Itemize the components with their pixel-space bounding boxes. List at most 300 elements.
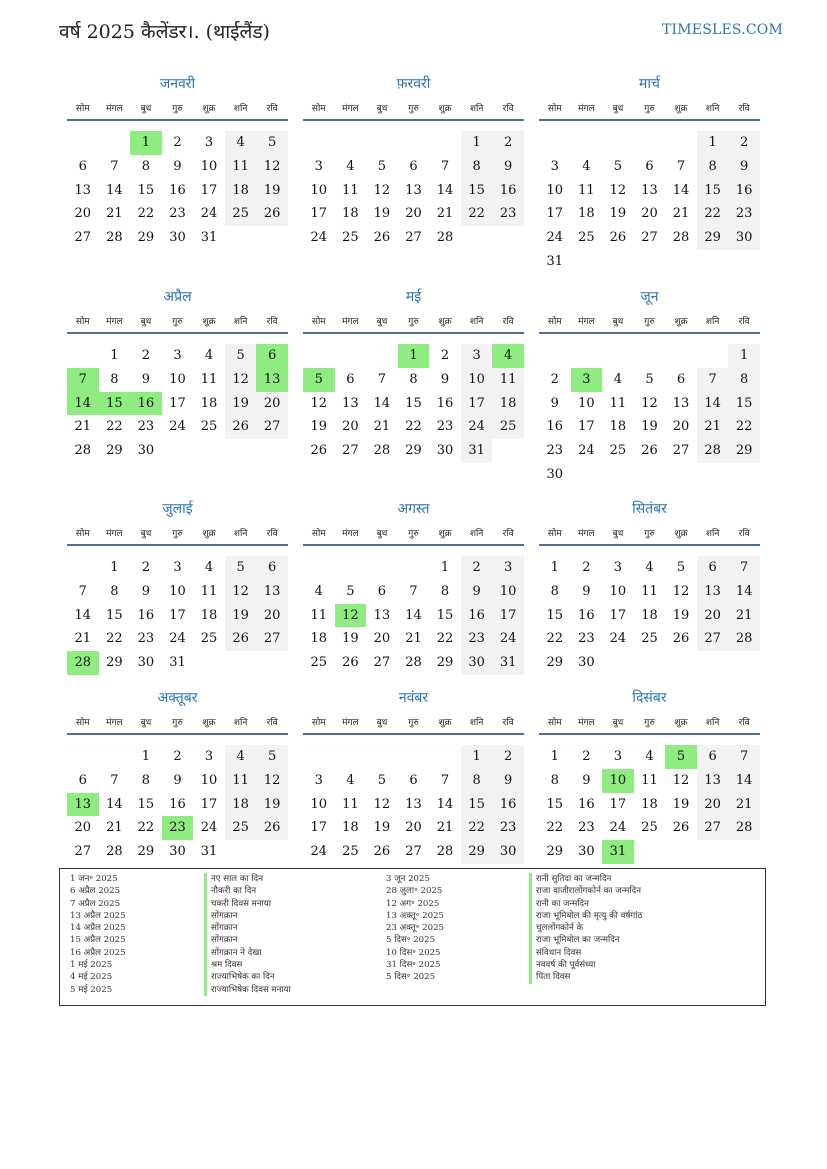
day-cell[interactable]: 18 (641, 796, 658, 812)
day-cell[interactable]: 1 (461, 131, 493, 155)
day-cell[interactable]: 18 (310, 631, 328, 647)
day-cell[interactable]: 28 (728, 627, 760, 651)
day-cell[interactable]: 19 (225, 604, 257, 628)
day-cell[interactable]: 18 (641, 607, 658, 623)
day-cell[interactable]: 8 (728, 368, 760, 392)
day-cell[interactable]: 16 (137, 607, 155, 623)
day-cell[interactable]: 24 (200, 206, 218, 222)
day-cell[interactable]: 30 (137, 655, 155, 671)
day-cell[interactable]: 4 (225, 131, 257, 155)
day-cell[interactable]: 4 (346, 772, 355, 788)
day-cell[interactable]: 24 (609, 820, 627, 836)
day-cell[interactable]: 13 (641, 182, 658, 198)
day-cell[interactable]: 30 (436, 443, 454, 459)
day-cell[interactable]: 23 (728, 202, 760, 226)
day-cell[interactable]: 8 (141, 158, 151, 174)
day-cell[interactable]: 10 (310, 796, 328, 812)
day-cell[interactable]: 10 (200, 772, 218, 788)
day-cell[interactable]: 21 (436, 206, 454, 222)
day-cell[interactable]: 17 (169, 395, 186, 411)
day-cell[interactable]: 18 (342, 206, 359, 222)
day-cell[interactable]: 10 (310, 182, 328, 198)
day-cell[interactable]: 6 (377, 583, 387, 599)
day-cell[interactable]: 29 (405, 443, 422, 459)
day-cell[interactable]: 8 (697, 155, 729, 179)
day-cell[interactable]: 16 (436, 395, 454, 411)
day-cell[interactable]: 2 (173, 749, 182, 764)
day-cell[interactable]: 15 (546, 796, 564, 812)
day-cell[interactable]: 13 (672, 395, 690, 411)
day-cell[interactable]: 13 (74, 182, 92, 198)
day-cell[interactable]: 27 (672, 443, 690, 459)
day-cell[interactable]: 1 (141, 749, 151, 764)
day-cell[interactable]: 18 (200, 395, 218, 411)
day-cell[interactable]: 5 (225, 344, 257, 368)
day-cell[interactable]: 23 (492, 202, 524, 226)
day-cell[interactable]: 9 (440, 371, 450, 387)
day-cell[interactable]: 19 (256, 793, 288, 817)
day-cell[interactable]: 11 (225, 769, 257, 793)
day-cell[interactable]: 12 (672, 772, 690, 788)
day-cell[interactable]: 16 (169, 796, 186, 812)
day-cell[interactable]: 8 (110, 583, 119, 599)
day-cell[interactable]: 10 (578, 395, 595, 411)
day-cell[interactable]: 31 (200, 844, 218, 860)
day-cell[interactable]: 6 (78, 158, 87, 174)
day-cell[interactable]: 11 (641, 583, 658, 599)
day-cell[interactable]: 8 (550, 583, 559, 599)
day-cell[interactable]: 21 (697, 415, 729, 439)
day-cell[interactable]: 28 (436, 230, 454, 246)
day-cell[interactable]: 3 (314, 772, 323, 788)
day-cell[interactable]: 15 (106, 607, 123, 623)
day-cell[interactable]: 17 (546, 206, 564, 222)
day-cell[interactable]: 2 (141, 560, 151, 575)
day-cell[interactable]: 7 (67, 368, 99, 392)
day-cell[interactable]: 26 (225, 415, 257, 439)
day-cell[interactable]: 1 (461, 745, 493, 769)
day-cell[interactable]: 1 (130, 131, 162, 155)
day-cell[interactable]: 12 (256, 155, 288, 179)
day-cell[interactable]: 17 (492, 604, 524, 628)
day-cell[interactable]: 21 (405, 631, 422, 647)
day-cell[interactable]: 16 (578, 796, 595, 812)
day-cell[interactable]: 25 (342, 230, 359, 246)
day-cell[interactable]: 6 (676, 371, 686, 387)
day-cell[interactable]: 28 (436, 844, 454, 860)
day-cell[interactable]: 24 (492, 627, 524, 651)
day-cell[interactable]: 27 (256, 415, 288, 439)
day-cell[interactable]: 14 (436, 182, 454, 198)
day-cell[interactable]: 24 (461, 415, 493, 439)
day-cell[interactable]: 26 (256, 816, 288, 840)
day-cell[interactable]: 4 (582, 158, 591, 174)
day-cell[interactable]: 25 (641, 631, 658, 647)
day-cell[interactable]: 30 (461, 651, 493, 675)
day-cell[interactable]: 21 (728, 793, 760, 817)
day-cell[interactable]: 2 (461, 556, 493, 580)
day-cell[interactable]: 16 (461, 604, 493, 628)
day-cell[interactable]: 12 (373, 796, 391, 812)
day-cell[interactable]: 30 (169, 230, 186, 246)
day-cell[interactable]: 20 (342, 419, 359, 435)
day-cell[interactable]: 5 (346, 583, 355, 599)
day-cell[interactable]: 17 (169, 607, 186, 623)
day-cell[interactable]: 22 (697, 202, 729, 226)
day-cell[interactable]: 25 (342, 844, 359, 860)
day-cell[interactable]: 8 (409, 371, 418, 387)
day-cell[interactable]: 3 (571, 368, 603, 392)
day-cell[interactable]: 30 (578, 844, 595, 860)
day-cell[interactable]: 25 (200, 631, 218, 647)
day-cell[interactable]: 22 (728, 415, 760, 439)
day-cell[interactable]: 2 (550, 371, 559, 387)
day-cell[interactable]: 19 (373, 206, 391, 222)
day-cell[interactable]: 24 (578, 443, 595, 459)
day-cell[interactable]: 12 (373, 182, 391, 198)
day-cell[interactable]: 28 (373, 443, 391, 459)
day-cell[interactable]: 7 (110, 772, 119, 788)
day-cell[interactable]: 18 (578, 206, 595, 222)
day-cell[interactable]: 25 (609, 443, 627, 459)
day-cell[interactable]: 26 (310, 443, 328, 459)
day-cell[interactable]: 12 (641, 395, 658, 411)
day-cell[interactable]: 15 (137, 182, 155, 198)
day-cell[interactable]: 5 (377, 158, 387, 174)
day-cell[interactable]: 14 (436, 796, 454, 812)
day-cell[interactable]: 2 (728, 131, 760, 155)
day-cell[interactable]: 23 (492, 816, 524, 840)
day-cell[interactable]: 29 (546, 655, 564, 671)
day-cell[interactable]: 22 (546, 820, 564, 836)
day-cell[interactable]: 6 (256, 344, 288, 368)
day-cell[interactable]: 29 (137, 844, 155, 860)
day-cell[interactable]: 9 (461, 580, 493, 604)
day-cell[interactable]: 15 (137, 796, 155, 812)
day-cell[interactable]: 24 (546, 230, 564, 246)
day-cell[interactable]: 17 (609, 796, 627, 812)
day-cell[interactable]: 7 (377, 371, 387, 387)
day-cell[interactable]: 9 (550, 395, 559, 411)
day-cell[interactable]: 30 (492, 840, 524, 864)
day-cell[interactable]: 27 (74, 230, 92, 246)
day-cell[interactable]: 22 (137, 820, 155, 836)
day-cell[interactable]: 11 (200, 371, 218, 387)
day-cell[interactable]: 11 (492, 368, 524, 392)
day-cell[interactable]: 27 (373, 655, 391, 671)
day-cell[interactable]: 2 (582, 560, 591, 575)
day-cell[interactable]: 11 (578, 182, 595, 198)
day-cell[interactable]: 7 (440, 158, 450, 174)
day-cell[interactable]: 14 (672, 182, 690, 198)
day-cell[interactable]: 9 (492, 155, 524, 179)
day-cell[interactable]: 20 (256, 392, 288, 416)
day-cell[interactable]: 2 (173, 135, 182, 150)
day-cell[interactable]: 21 (106, 206, 123, 222)
day-cell[interactable]: 1 (728, 344, 760, 368)
day-cell[interactable]: 11 (200, 583, 218, 599)
day-cell[interactable]: 15 (99, 392, 131, 416)
day-cell[interactable]: 30 (578, 655, 595, 671)
day-cell[interactable]: 24 (609, 631, 627, 647)
day-cell[interactable]: 1 (110, 348, 119, 363)
day-cell[interactable]: 26 (373, 844, 391, 860)
day-cell[interactable]: 13 (405, 182, 422, 198)
day-cell[interactable]: 23 (461, 627, 493, 651)
day-cell[interactable]: 18 (609, 419, 627, 435)
day-cell[interactable]: 28 (106, 844, 123, 860)
day-cell[interactable]: 3 (314, 158, 323, 174)
day-cell[interactable]: 3 (204, 749, 214, 764)
day-cell[interactable]: 1 (398, 344, 430, 368)
day-cell[interactable]: 31 (461, 439, 493, 463)
day-cell[interactable]: 30 (728, 226, 760, 250)
day-cell[interactable]: 23 (578, 820, 595, 836)
day-cell[interactable]: 17 (310, 820, 328, 836)
day-cell[interactable]: 5 (256, 131, 288, 155)
day-cell[interactable]: 2 (492, 131, 524, 155)
day-cell[interactable]: 14 (697, 392, 729, 416)
day-cell[interactable]: 18 (225, 179, 257, 203)
day-cell[interactable]: 30 (137, 443, 155, 459)
day-cell[interactable]: 11 (225, 155, 257, 179)
day-cell[interactable]: 11 (342, 182, 359, 198)
day-cell[interactable]: 12 (225, 580, 257, 604)
day-cell[interactable]: 10 (609, 583, 627, 599)
day-cell[interactable]: 16 (130, 392, 162, 416)
day-cell[interactable]: 14 (106, 182, 123, 198)
day-cell[interactable]: 6 (78, 772, 87, 788)
day-cell[interactable]: 8 (461, 155, 493, 179)
site-link[interactable]: TIMESLES.COM (662, 22, 783, 38)
day-cell[interactable]: 16 (492, 793, 524, 817)
day-cell[interactable]: 21 (106, 820, 123, 836)
day-cell[interactable]: 23 (169, 206, 186, 222)
day-cell[interactable]: 2 (141, 348, 151, 363)
day-cell[interactable]: 20 (641, 206, 658, 222)
day-cell[interactable]: 29 (697, 226, 729, 250)
day-cell[interactable]: 14 (405, 607, 422, 623)
day-cell[interactable]: 19 (641, 419, 658, 435)
day-cell[interactable]: 3 (613, 560, 623, 575)
day-cell[interactable]: 9 (173, 772, 182, 788)
day-cell[interactable]: 21 (74, 419, 92, 435)
day-cell[interactable]: 31 (492, 651, 524, 675)
day-cell[interactable]: 10 (492, 580, 524, 604)
day-cell[interactable]: 24 (310, 230, 328, 246)
day-cell[interactable]: 14 (373, 395, 391, 411)
day-cell[interactable]: 7 (676, 158, 686, 174)
day-cell[interactable]: 20 (256, 604, 288, 628)
day-cell[interactable]: 15 (728, 392, 760, 416)
day-cell[interactable]: 12 (256, 769, 288, 793)
day-cell[interactable]: 29 (728, 439, 760, 463)
day-cell[interactable]: 27 (256, 627, 288, 651)
day-cell[interactable]: 5 (225, 556, 257, 580)
day-cell[interactable]: 14 (74, 607, 92, 623)
day-cell[interactable]: 4 (645, 560, 654, 575)
day-cell[interactable]: 27 (74, 844, 92, 860)
day-cell[interactable]: 20 (672, 419, 690, 435)
day-cell[interactable]: 4 (492, 344, 524, 368)
day-cell[interactable]: 8 (550, 772, 559, 788)
day-cell[interactable]: 22 (106, 419, 123, 435)
day-cell[interactable]: 29 (436, 655, 454, 671)
day-cell[interactable]: 12 (225, 368, 257, 392)
day-cell[interactable]: 19 (256, 179, 288, 203)
day-cell[interactable]: 22 (106, 631, 123, 647)
day-cell[interactable]: 5 (256, 745, 288, 769)
day-cell[interactable]: 8 (141, 772, 151, 788)
day-cell[interactable]: 28 (74, 443, 92, 459)
day-cell[interactable]: 22 (461, 816, 493, 840)
day-cell[interactable]: 4 (225, 745, 257, 769)
day-cell[interactable]: 29 (106, 443, 123, 459)
day-cell[interactable]: 23 (578, 631, 595, 647)
day-cell[interactable]: 26 (225, 627, 257, 651)
day-cell[interactable]: 27 (405, 230, 422, 246)
day-cell[interactable]: 6 (645, 158, 654, 174)
day-cell[interactable]: 16 (546, 419, 564, 435)
day-cell[interactable]: 11 (310, 607, 328, 623)
day-cell[interactable]: 23 (436, 419, 454, 435)
day-cell[interactable]: 3 (461, 344, 493, 368)
day-cell[interactable]: 4 (204, 560, 214, 575)
day-cell[interactable]: 13 (67, 793, 99, 817)
day-cell[interactable]: 3 (204, 135, 214, 150)
day-cell[interactable]: 7 (409, 583, 418, 599)
day-cell[interactable]: 20 (74, 206, 92, 222)
day-cell[interactable]: 18 (225, 793, 257, 817)
day-cell[interactable]: 19 (225, 392, 257, 416)
day-cell[interactable]: 2 (582, 749, 591, 764)
day-cell[interactable]: 27 (697, 816, 729, 840)
day-cell[interactable]: 17 (609, 607, 627, 623)
day-cell[interactable]: 21 (373, 419, 391, 435)
day-cell[interactable]: 3 (173, 560, 182, 575)
day-cell[interactable]: 11 (342, 796, 359, 812)
day-cell[interactable]: 14 (728, 580, 760, 604)
day-cell[interactable]: 15 (697, 179, 729, 203)
day-cell[interactable]: 28 (728, 816, 760, 840)
day-cell[interactable]: 8 (110, 371, 119, 387)
day-cell[interactable]: 26 (672, 820, 690, 836)
day-cell[interactable]: 9 (582, 772, 591, 788)
day-cell[interactable]: 15 (436, 607, 454, 623)
day-cell[interactable]: 29 (137, 230, 155, 246)
day-cell[interactable]: 3 (173, 348, 182, 363)
day-cell[interactable]: 9 (141, 583, 151, 599)
day-cell[interactable]: 11 (641, 772, 658, 788)
day-cell[interactable]: 16 (169, 182, 186, 198)
day-cell[interactable]: 17 (200, 796, 218, 812)
day-cell[interactable]: 31 (546, 254, 564, 269)
day-cell[interactable]: 9 (728, 155, 760, 179)
day-cell[interactable]: 14 (67, 392, 99, 416)
day-cell[interactable]: 6 (409, 772, 418, 788)
day-cell[interactable]: 15 (461, 793, 493, 817)
day-cell[interactable]: 21 (672, 206, 690, 222)
day-cell[interactable]: 20 (373, 631, 391, 647)
day-cell[interactable]: 26 (609, 230, 627, 246)
day-cell[interactable]: 30 (169, 844, 186, 860)
day-cell[interactable]: 25 (641, 820, 658, 836)
day-cell[interactable]: 25 (492, 415, 524, 439)
day-cell[interactable]: 12 (609, 182, 627, 198)
day-cell[interactable]: 24 (169, 631, 186, 647)
day-cell[interactable]: 21 (728, 604, 760, 628)
day-cell[interactable]: 29 (546, 844, 564, 860)
day-cell[interactable]: 17 (310, 206, 328, 222)
day-cell[interactable]: 4 (613, 371, 623, 387)
day-cell[interactable]: 13 (256, 368, 288, 392)
day-cell[interactable]: 25 (225, 202, 257, 226)
day-cell[interactable]: 13 (373, 607, 391, 623)
day-cell[interactable]: 10 (461, 368, 493, 392)
day-cell[interactable]: 22 (436, 631, 454, 647)
day-cell[interactable]: 28 (697, 439, 729, 463)
day-cell[interactable]: 13 (697, 769, 729, 793)
day-cell[interactable]: 21 (436, 820, 454, 836)
day-cell[interactable]: 22 (137, 206, 155, 222)
day-cell[interactable]: 5 (645, 371, 654, 387)
day-cell[interactable]: 24 (200, 820, 218, 836)
day-cell[interactable]: 5 (377, 772, 387, 788)
day-cell[interactable]: 18 (200, 607, 218, 623)
day-cell[interactable]: 20 (405, 820, 422, 836)
day-cell[interactable]: 25 (310, 655, 328, 671)
day-cell[interactable]: 8 (440, 583, 450, 599)
day-cell[interactable]: 28 (405, 655, 422, 671)
day-cell[interactable]: 1 (110, 560, 119, 575)
day-cell[interactable]: 7 (697, 368, 729, 392)
day-cell[interactable]: 5 (676, 560, 686, 575)
day-cell[interactable]: 26 (672, 631, 690, 647)
day-cell[interactable]: 27 (641, 230, 658, 246)
day-cell[interactable]: 7 (728, 556, 760, 580)
day-cell[interactable]: 26 (641, 443, 658, 459)
day-cell[interactable]: 7 (440, 772, 450, 788)
day-cell[interactable]: 8 (461, 769, 493, 793)
day-cell[interactable]: 5 (613, 158, 623, 174)
day-cell[interactable]: 10 (546, 182, 564, 198)
day-cell[interactable]: 27 (697, 627, 729, 651)
day-cell[interactable]: 9 (141, 371, 151, 387)
day-cell[interactable]: 3 (492, 556, 524, 580)
day-cell[interactable]: 23 (137, 631, 155, 647)
day-cell[interactable]: 12 (335, 604, 367, 628)
day-cell[interactable]: 30 (546, 467, 564, 482)
day-cell[interactable]: 4 (645, 749, 654, 764)
day-cell[interactable]: 27 (342, 443, 359, 459)
day-cell[interactable]: 20 (697, 604, 729, 628)
day-cell[interactable]: 1 (550, 560, 559, 575)
day-cell[interactable]: 21 (74, 631, 92, 647)
day-cell[interactable]: 17 (461, 392, 493, 416)
day-cell[interactable]: 19 (609, 206, 627, 222)
day-cell[interactable]: 13 (256, 580, 288, 604)
day-cell[interactable]: 16 (578, 607, 595, 623)
day-cell[interactable]: 20 (697, 793, 729, 817)
day-cell[interactable]: 4 (314, 583, 323, 599)
day-cell[interactable]: 31 (200, 230, 218, 246)
day-cell[interactable]: 24 (169, 419, 186, 435)
day-cell[interactable]: 20 (74, 820, 92, 836)
day-cell[interactable]: 31 (169, 655, 186, 671)
day-cell[interactable]: 11 (609, 395, 627, 411)
day-cell[interactable]: 7 (78, 583, 87, 599)
day-cell[interactable]: 7 (728, 745, 760, 769)
